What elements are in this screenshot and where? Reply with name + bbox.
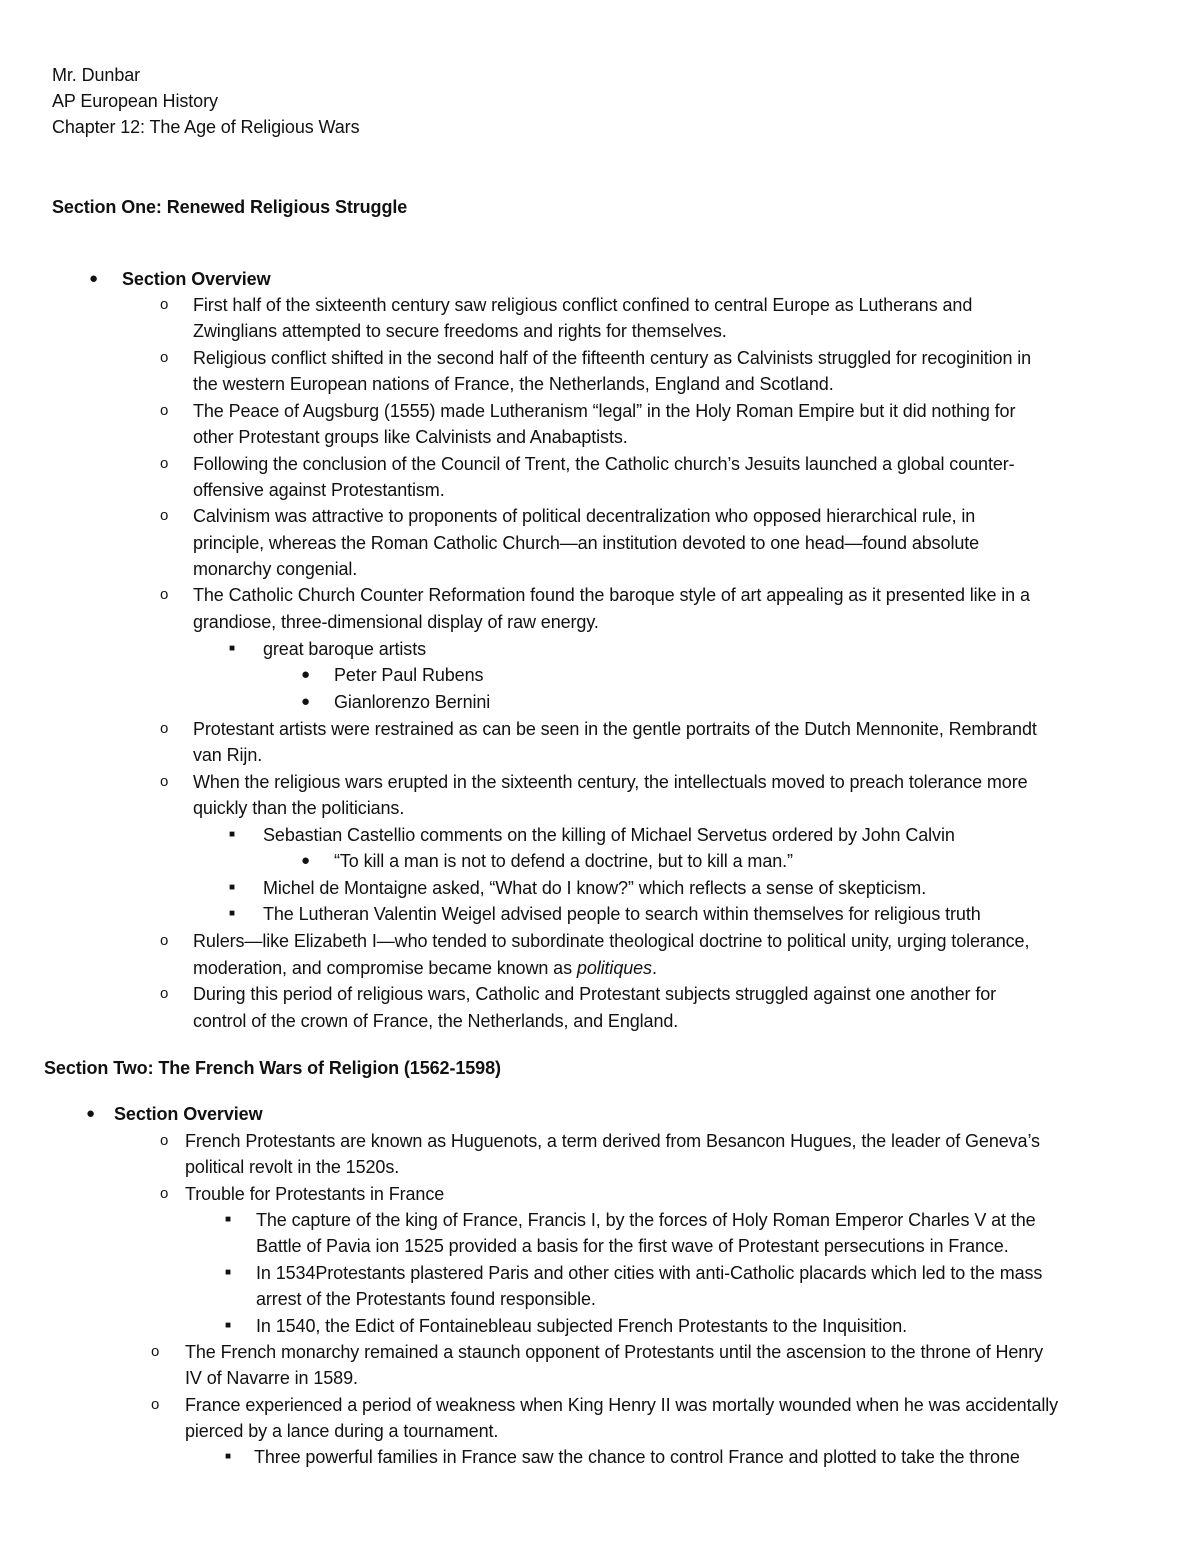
square-marker: ■ — [229, 882, 236, 893]
square-marker: ■ — [229, 829, 236, 840]
bullet-marker: ● — [301, 693, 311, 710]
list-item-text: moderation, and compromise became known as — [193, 958, 577, 978]
list-item: The Catholic Church Counter Reformation found the baroque style of art appealing as it presented like in a — [193, 585, 1030, 605]
list-item: pierced by a lance during a tournament. — [185, 1421, 499, 1441]
circle-marker: o — [160, 932, 169, 949]
circle-marker: o — [160, 507, 169, 524]
square-marker: ■ — [225, 1214, 232, 1225]
list-item: The Lutheran Valentin Weigel advised people to search within themselves for religious truth — [263, 904, 981, 924]
bullet-marker: ● — [301, 666, 311, 683]
bullet-marker: ● — [86, 1105, 96, 1122]
course-name: AP European History — [52, 91, 218, 111]
section-two-title: Section Two: The French Wars of Religion (1562-1598) — [44, 1058, 501, 1078]
circle-marker: o — [160, 1132, 169, 1149]
list-item: First half of the sixteenth century saw religious conflict confined to central Europe as Lutherans and — [193, 295, 973, 315]
circle-marker: o — [160, 720, 169, 737]
list-item: van Rijn. — [193, 745, 263, 765]
list-item: Three powerful families in France saw the chance to control France and plotted to take the throne — [254, 1447, 1020, 1467]
section-one-overview: Section Overview — [122, 269, 271, 289]
teacher-name: Mr. Dunbar — [52, 65, 141, 85]
circle-marker: o — [160, 1185, 169, 1202]
circle-marker: o — [160, 586, 169, 603]
list-item: France experienced a period of weakness when King Henry II was mortally wounded when he was accidentally — [185, 1395, 1059, 1415]
circle-marker: o — [151, 1396, 160, 1413]
list-item: Sebastian Castellio comments on the killing of Michael Servetus ordered by John Calvin — [263, 825, 955, 845]
list-item: Calvinism was attractive to proponents of political decentralization who opposed hierarchical rule, in — [193, 506, 976, 526]
list-item: Following the conclusion of the Council of Trent, the Catholic church’s Jesuits launched a global counter- — [193, 454, 1015, 474]
circle-marker: o — [160, 349, 169, 366]
list-item: IV of Navarre in 1589. — [185, 1368, 358, 1388]
list-item: When the religious wars erupted in the sixteenth century, the intellectuals moved to preach tolerance more — [193, 772, 1028, 792]
list-item: quickly than the politicians. — [193, 798, 405, 818]
list-item: principle, whereas the Roman Catholic Church—an institution devoted to one head—found absolute — [193, 533, 980, 553]
list-item: French Protestants are known as Huguenots, a term derived from Besancon Hugues, the leader of Geneva’s — [185, 1131, 1040, 1151]
circle-marker: o — [160, 773, 169, 790]
list-item: great baroque artists — [263, 639, 426, 659]
list-item — [193, 955, 657, 981]
list-item: offensive against Protestantism. — [193, 480, 445, 500]
list-item: Gianlorenzo Bernini — [334, 692, 491, 712]
list-item: In 1534Protestants plastered Paris and other cities with anti-Catholic placards which led to the mass — [256, 1263, 1043, 1283]
chapter-title: Chapter 12: The Age of Religious Wars — [52, 117, 360, 137]
list-item: Peter Paul Rubens — [334, 665, 484, 685]
list-item: other Protestant groups like Calvinists and Anabaptists. — [193, 427, 628, 447]
circle-marker: o — [160, 402, 169, 419]
list-item: political revolt in the 1520s. — [185, 1157, 400, 1177]
politiques-term: politiques — [576, 958, 652, 978]
list-item: Rulers—like Elizabeth I—who tended to subordinate theological doctrine to political unity, urging tolerance, — [193, 931, 1030, 951]
circle-marker: o — [160, 985, 169, 1002]
list-item: The capture of the king of France, Francis I, by the forces of Holy Roman Emperor Charles V at the — [256, 1210, 1036, 1230]
square-marker: ■ — [229, 643, 236, 654]
list-item: monarchy congenial. — [193, 559, 358, 579]
list-item: grandiose, three-dimensional display of raw energy. — [193, 612, 599, 632]
list-item: Battle of Pavia ion 1525 provided a basis for the first wave of Protestant persecutions in France. — [256, 1236, 1009, 1256]
square-marker: ■ — [225, 1267, 232, 1278]
list-item: The Peace of Augsburg (1555) made Lutheranism “legal” in the Holy Roman Empire but it did nothing for — [193, 401, 1016, 421]
list-item: Michel de Montaigne asked, “What do I know?” which reflects a sense of skepticism. — [263, 878, 927, 898]
list-item: Trouble for Protestants in France — [185, 1184, 445, 1204]
list-item: The French monarchy remained a staunch opponent of Protestants until the ascension to the throne of Henry — [185, 1342, 1044, 1362]
list-item: “To kill a man is not to defend a doctrine, but to kill a man.” — [334, 851, 793, 871]
bullet-marker: ● — [89, 270, 99, 287]
list-item: Religious conflict shifted in the second half of the fifteenth century as Calvinists struggled for recoginition in — [193, 348, 1032, 368]
circle-marker: o — [160, 455, 169, 472]
list-item: During this period of religious wars, Catholic and Protestant subjects struggled against one another for — [193, 984, 997, 1004]
section-one-title: Section One: Renewed Religious Struggle — [52, 197, 408, 217]
list-item: In 1540, the Edict of Fontainebleau subjected French Protestants to the Inquisition. — [256, 1316, 908, 1336]
list-item: the western European nations of France, the Netherlands, England and Scotland. — [193, 374, 834, 394]
list-item: control of the crown of France, the Netherlands, and England. — [193, 1011, 679, 1031]
square-marker: ■ — [225, 1451, 232, 1462]
list-item: Protestant artists were restrained as can be seen in the gentle portraits of the Dutch Mennonite, Rembrandt — [193, 719, 1037, 739]
period-text: . — [651, 958, 657, 978]
section-two-overview: Section Overview — [114, 1104, 263, 1124]
bullet-marker: ● — [301, 852, 311, 869]
list-item: arrest of the Protestants found responsible. — [256, 1289, 596, 1309]
circle-marker: o — [160, 296, 169, 313]
square-marker: ■ — [225, 1320, 232, 1331]
square-marker: ■ — [229, 908, 236, 919]
circle-marker: o — [151, 1343, 160, 1360]
list-item: Zwinglians attempted to secure freedoms and rights for themselves. — [193, 321, 727, 341]
